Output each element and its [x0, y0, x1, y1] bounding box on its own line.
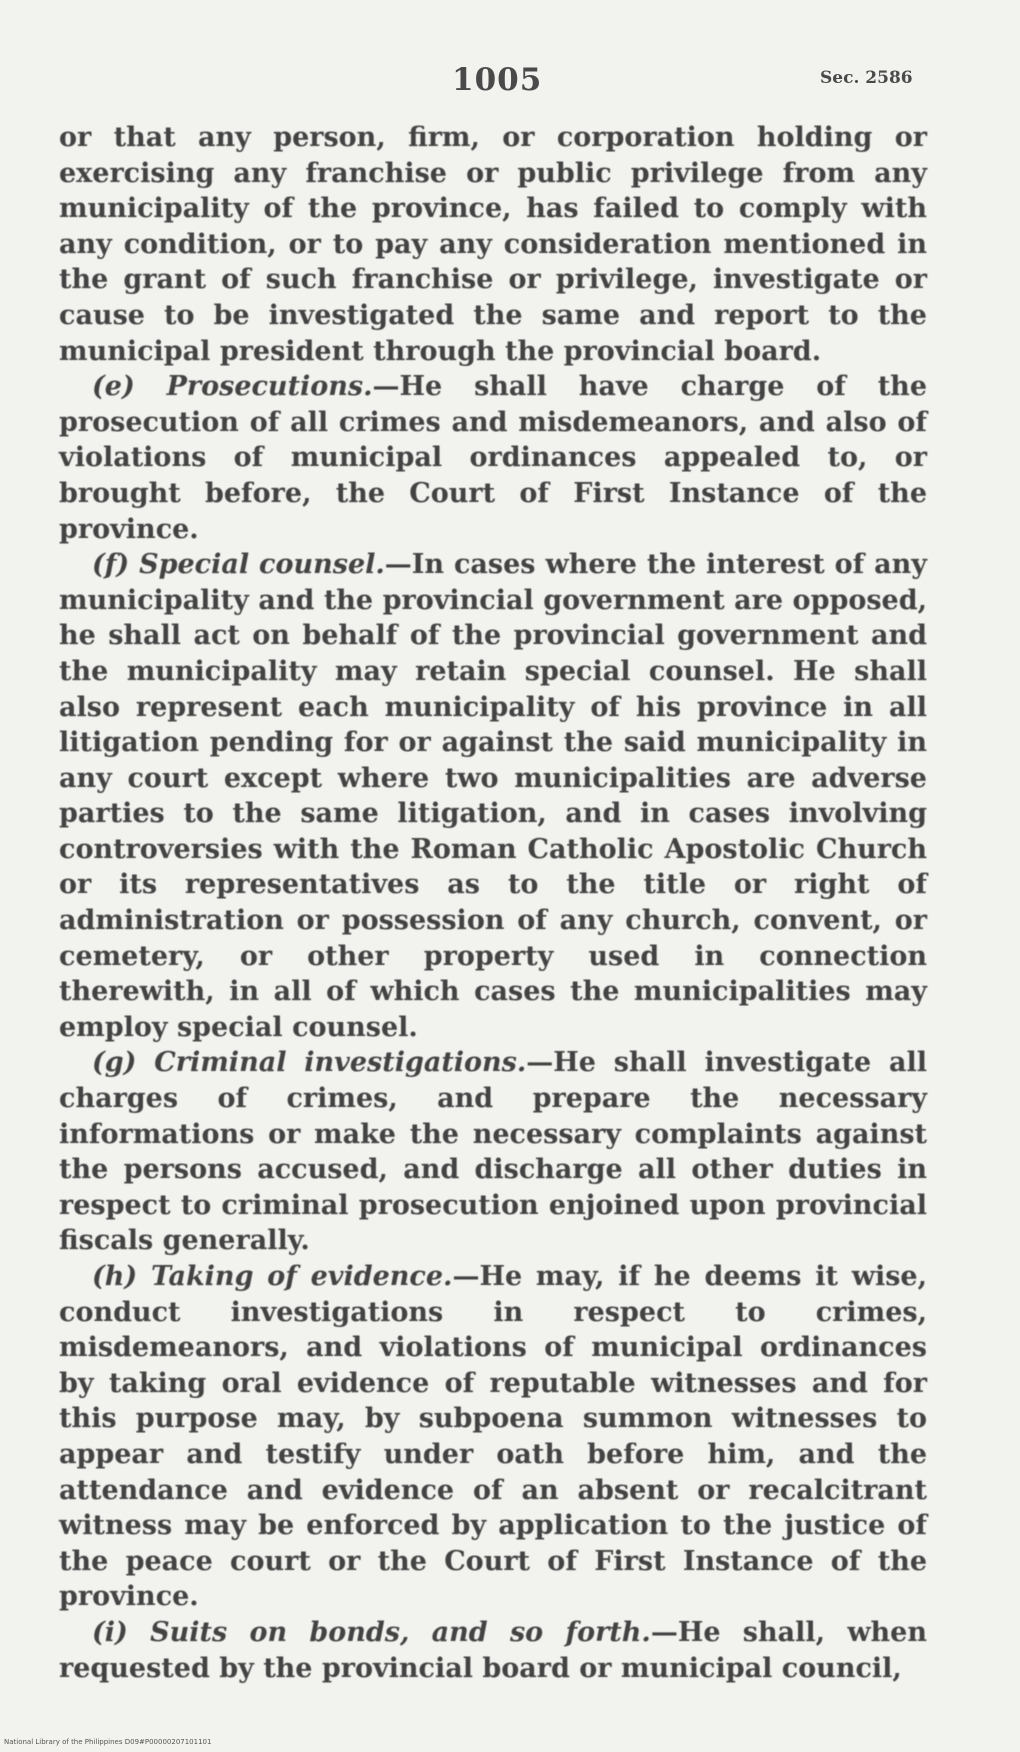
body-text — [59, 120, 927, 1686]
paragraph-heading: Criminal investigations. — [154, 1047, 527, 1079]
paragraph-heading: Suits on bonds, and so forth. — [150, 1616, 651, 1648]
paragraph-body: —In cases where the interest of any municipality and the provincial government are opposed, he shall act on behalf of the provincial government and the municipality may retain special counsel. He shall also represent each municipality of his province in all litigation pending for or against the said municipality in any court except where two municipalities are adverse parties to the same litigation, and in cases involving controversies with the Roman Catholic Apostolic Church or its representatives as to the title or right of administration or possession of any church, convent, or cemetery, or other property used in connection therewith, in all of which cases the municipalities may employ special counsel. — [59, 549, 927, 1043]
paragraph-g — [59, 1045, 927, 1259]
paragraph-heading: Prosecutions. — [166, 371, 373, 403]
continuation-paragraph: or that any person, firm, or corporation holding or exercising any franchise or public privilege from any municipality of the province, has failed to comply with any condition, or to pay any consideration mentioned in the grant of such franchise or privilege, investigate or cause to be investigated the same and report to the municipal president through the provincial board. — [59, 122, 927, 367]
paragraph-letter: (e) — [92, 371, 135, 403]
paragraph-body: —He shall have charge of the prosecution of all crimes and misdemeanors, and also of violations of municipal ordinances appealed to, or brought before, the Court of First Instance of the province. — [59, 371, 927, 545]
section-reference: Sec. 2586 — [820, 68, 913, 88]
paragraph-body: —He shall, when requested by the provincial board or municipal council, — [59, 1616, 927, 1684]
paragraph-heading: Taking of evidence. — [150, 1261, 453, 1292]
paragraph-h — [59, 1259, 927, 1615]
paragraph-letter: (g) — [92, 1047, 137, 1079]
page-number: 1005 — [452, 62, 543, 98]
paragraph-heading: Special counsel. — [139, 549, 385, 581]
paragraph-letter: (i) — [92, 1616, 128, 1648]
library-footer: National Library of the Philippines D09#P00000207101101 — [4, 1738, 212, 1746]
paragraph-f — [59, 547, 927, 1045]
paragraph-body: —He shall investigate all charges of crimes, and prepare the necessary informations or make the necessary complaints against the persons accused, and discharge all other duties in respect to criminal prosecution enjoined upon provincial fiscals generally. — [59, 1047, 927, 1257]
paragraph-e — [59, 369, 927, 547]
paragraph-body: —He may, if he deems it wise, conduct investigations in respect to crimes, misdemeanors, and violations of municipal ordinances by taking oral evidence of reputable witnesses and for this purpose may, by subpoena summon witnesses to appear and testify under oath before him, and the attendance and evidence of an absent or recalcitrant witness may be enforced by application to the justice of the peace court or the Court of First Instance of the province. — [59, 1261, 927, 1613]
paragraph-letter: (h) — [92, 1261, 138, 1292]
paragraph-i — [59, 1615, 927, 1686]
paragraph-letter: (f) — [92, 549, 130, 581]
